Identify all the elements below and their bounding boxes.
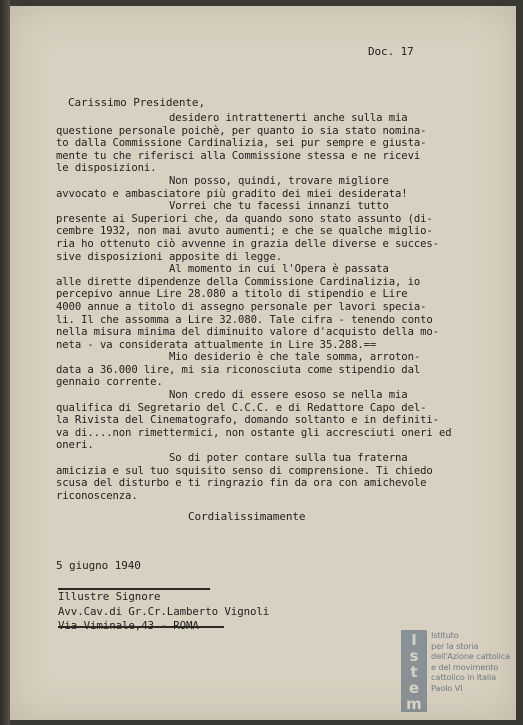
archive-stamp-text: Istituto per la storia dell'Azione cattolica e del movimento cattolico in Italia Paolo VI xyxy=(431,630,510,693)
address-line-2: Avv.Cav.di Gr.Cr.Lamberto Vignoli xyxy=(58,604,270,618)
salutation: Carissimo Presidente, xyxy=(68,96,205,109)
address-line-1: Illustre Signore xyxy=(58,590,161,603)
letter-body: desidero intrattenerti anche sulla mia questione personale poichè, per quanto io sia stato nomina- to dalla Commissione Cardinalizia, sei pur sempre e giusta- mente tu che riferisci alla Commissione stessa e ne ricevi le disposizioni. Non posso, quindi, trovare migliore avvocato e ambasciatore più gradito dei miei desiderata! Vorrei che tu facessi innanzi tutto presente ai Superiori che, da quando sono stato assunto (di- cembre 1932, non mai avuto aumenti; e che se qualche miglio- ria ho ottenuto ciò avvenne in grazia delle diverse e succes- sive disposizioni apposite di legge. Al momento in cui l'Opera è passata alle dirette dipendenze della Commissione Cardinalizia, io percepivo annue Lire 28.080 a titolo di stipendio e Lire 4000 annue a titolo di assegno personale per lavori specia- li. Il che assomma a Lire 32.080. Tale cifra - tenendo conto nella misura minima del diminuito valore d'acquisto della mo- neta - va considerata attualmente in Lire 35.288.== Mio desiderio è che tale somma, arroton- data a 36.000 lire, mi sia riconosciuta come stipendio dal gennaio corrente. Non credo di essere esoso se nella mia qualifica di Segretario del C.C.C. e di Redattore Capo del- la Rivista del Cinematografo, domando soltanto e in definiti- va di....non rimettermici, non ostante gli accresciuti oneri ed oneri. So di poter contare sulla tua fraterna amicizia e sul tuo squisito senso di comprensione. Ti chiedo scusa del disturbo e ti ringrazio fin da ora con amichevole riconoscenza. xyxy=(56,112,452,502)
address-rule-bottom xyxy=(58,626,224,628)
letter-page xyxy=(10,6,516,720)
archive-stamp xyxy=(401,622,521,718)
archive-logo-letters: I s t e m xyxy=(406,631,422,713)
closing: Cordialissimamente xyxy=(188,510,306,523)
document-number: Doc. 17 xyxy=(368,45,414,58)
binder-edge xyxy=(0,0,10,725)
letter-date: 5 giugno 1940 xyxy=(56,559,141,572)
